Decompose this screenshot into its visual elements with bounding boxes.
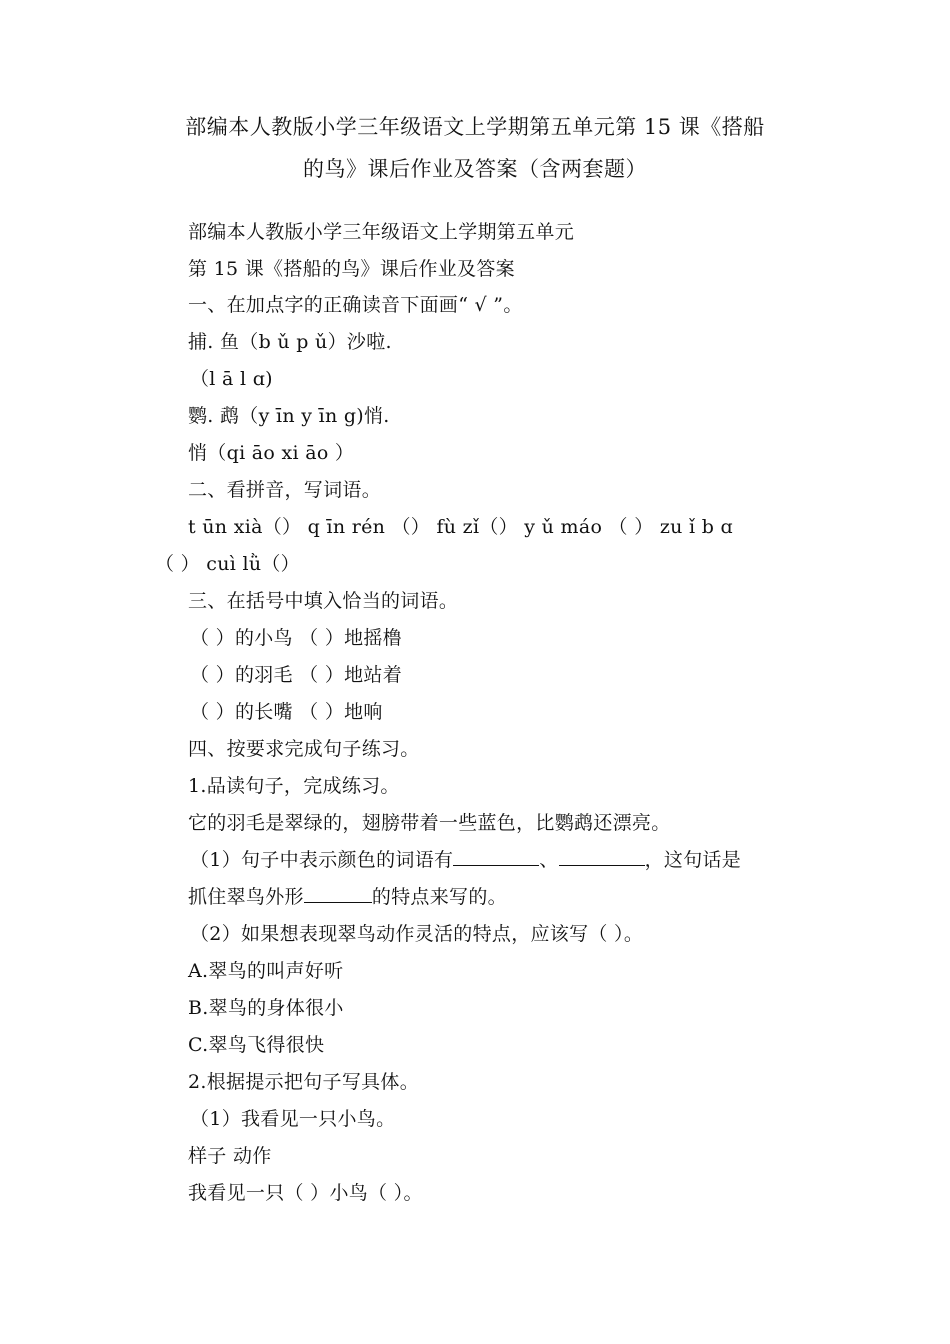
subtitle-line-2: 第 15 课《搭船的鸟》课后作业及答案 (188, 258, 515, 280)
prompt-text-d: 抓住翠鸟外形 (188, 886, 304, 908)
prompt-text-a: （1）句子中表示颜色的词语有 (190, 849, 454, 871)
subtitle-line-1: 部编本人教版小学三年级语文上学期第五单元 (188, 221, 575, 243)
question-1-item-3: 鹦. 鹉（y īn y īn g)悄. (188, 405, 390, 427)
question-4-sentence: 它的羽毛是翠绿的，翅膀带着一些蓝色，比鹦鹉还漂亮。 (188, 812, 671, 834)
option-b: B.翠鸟的身体很小 (188, 997, 344, 1019)
prompt-text-e: 的特点来写的。 (371, 886, 507, 908)
question-4-part-2-heading: 2.根据提示把句子写具体。 (188, 1071, 420, 1093)
question-3-heading: 三、在括号中填入恰当的词语。 (188, 590, 459, 612)
question-3-row-3: （ ）的长嘴 （ ）地响 (190, 701, 383, 723)
question-1-item-4: 悄（qi āo xi āo ） (188, 442, 355, 464)
prompt-text-c: ，这句话是 (644, 849, 742, 871)
document-title-line-2: 的鸟》课后作业及答案（含两套题） (303, 157, 647, 181)
question-4-heading: 四、按要求完成句子练习。 (188, 738, 420, 760)
question-4-part-1-prompt (190, 847, 741, 873)
question-4-part-2-item-1: （1）我看见一只小鸟。 (190, 1108, 396, 1130)
question-1-item-2: （l ā l ɑ) (190, 368, 273, 390)
question-4-part-2-fill: 我看见一只（ ）小鸟（ ）。 (188, 1182, 423, 1204)
question-4-part-1-heading: 1.品读句子，完成练习。 (188, 775, 400, 797)
answer-blank-3[interactable] (304, 884, 372, 903)
answer-blank-2[interactable] (559, 847, 645, 866)
question-2-heading: 二、看拼音，写词语。 (188, 479, 382, 501)
question-1-item-1: 捕. 鱼（b ǔ p ǔ）沙啦. (188, 331, 392, 353)
option-a: A.翠鸟的叫声好听 (188, 960, 344, 982)
question-4-part-2-prompt: （2）如果想表现翠鸟动作灵活的特点，应该写（ ）。 (190, 923, 644, 945)
question-1-heading: 一、在加点字的正确读音下面画“ √ ”。 (188, 294, 523, 316)
question-2-pinyin-line-1: t ūn xià（） q īn rén （） fù zǐ（） y ǔ máo （ ） zu ǐ b ɑ (188, 516, 733, 538)
question-4-part-1-prompt-cont (188, 884, 507, 910)
question-3-row-1: （ ）的小鸟 （ ）地摇橹 (190, 627, 403, 649)
question-4-part-2-hint: 样子 动作 (188, 1145, 272, 1167)
document-title-line-1: 部编本人教版小学三年级语文上学期第五单元第 15 课《搭船 (185, 115, 765, 139)
question-3-row-2: （ ）的羽毛 （ ）地站着 (190, 664, 403, 686)
question-2-pinyin-line-2: （ ） cuì lǜ（） (155, 553, 300, 575)
answer-blank-1[interactable] (453, 847, 539, 866)
option-c: C.翠鸟飞得很快 (188, 1034, 325, 1056)
prompt-text-b: 、 (539, 849, 559, 871)
